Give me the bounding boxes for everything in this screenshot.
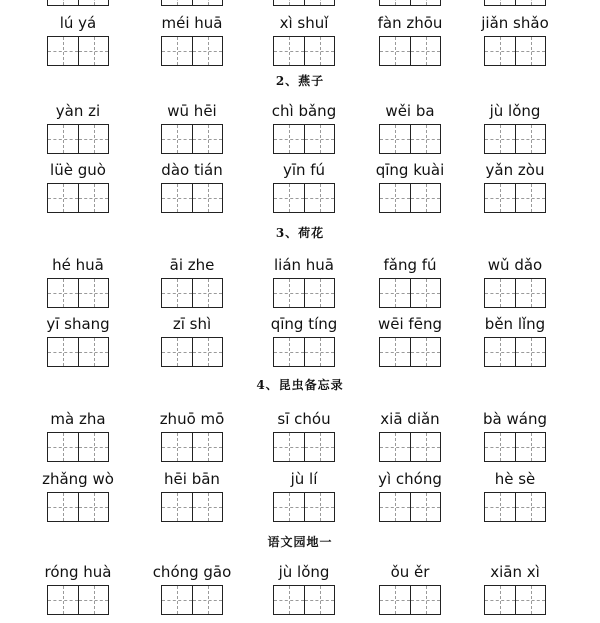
writing-boxes[interactable] (161, 492, 223, 522)
writing-boxes[interactable] (161, 183, 223, 213)
pinyin-text: fàn zhōu (377, 14, 443, 32)
word-row (0, 470, 600, 530)
writing-boxes[interactable] (484, 183, 546, 213)
pinyin-text: hēi bān (164, 470, 220, 488)
pinyin-text: chì bǎng (271, 102, 337, 120)
pinyin-text: wǔ dǎo (487, 256, 543, 274)
writing-boxes[interactable] (161, 432, 223, 462)
pinyin-text: méi huā (161, 14, 223, 32)
pinyin-text: wēi fēng (378, 315, 442, 333)
pinyin-text: yī shang (46, 315, 110, 333)
pinyin-text: hè sè (494, 470, 536, 488)
pinyin-text: xì shuǐ (279, 14, 329, 32)
writing-boxes[interactable] (379, 124, 441, 154)
writing-boxes[interactable] (273, 183, 335, 213)
pinyin-text: qīng tíng (270, 315, 338, 333)
writing-boxes[interactable] (484, 585, 546, 615)
writing-boxes[interactable] (47, 337, 109, 367)
writing-boxes[interactable] (379, 278, 441, 308)
writing-boxes[interactable] (47, 585, 109, 615)
pinyin-text: lú yá (59, 14, 97, 32)
word-row (0, 256, 600, 316)
writing-boxes[interactable] (379, 585, 441, 615)
writing-boxes[interactable] (379, 36, 441, 66)
writing-boxes[interactable] (379, 337, 441, 367)
pinyin-text: dào tián (161, 161, 223, 179)
pinyin-text: lüè guò (50, 161, 106, 179)
writing-boxes[interactable] (484, 432, 546, 462)
writing-boxes[interactable] (273, 278, 335, 308)
writing-boxes[interactable] (379, 432, 441, 462)
cutoff-boxes (244, 0, 364, 6)
writing-boxes[interactable] (47, 492, 109, 522)
word-row (0, 14, 600, 74)
writing-boxes[interactable] (161, 124, 223, 154)
writing-boxes[interactable] (484, 36, 546, 66)
section-heading: 语文园地一 (267, 535, 333, 549)
pinyin-text: róng huà (44, 563, 112, 581)
writing-boxes[interactable] (161, 585, 223, 615)
writing-boxes[interactable] (484, 492, 546, 522)
pinyin-text: āi zhe (169, 256, 215, 274)
pinyin-text: jiǎn shǎo (481, 14, 549, 32)
cutoff-boxes (18, 0, 138, 6)
pinyin-text: zhuō mō (159, 410, 225, 428)
writing-boxes[interactable] (47, 183, 109, 213)
writing-boxes[interactable] (161, 36, 223, 66)
writing-boxes[interactable] (161, 278, 223, 308)
pinyin-text: jù lǒng (278, 563, 330, 581)
section-heading: 4、昆虫备忘录 (256, 378, 344, 392)
word-row (0, 315, 600, 375)
pinyin-text: zī shì (172, 315, 212, 333)
pinyin-text: wū hēi (167, 102, 217, 120)
writing-boxes[interactable] (273, 432, 335, 462)
cutoff-boxes (350, 0, 470, 6)
section-heading: 2、燕子 (275, 74, 325, 88)
cutoff-boxes (132, 0, 252, 6)
writing-boxes[interactable] (47, 278, 109, 308)
writing-boxes[interactable] (379, 183, 441, 213)
writing-boxes[interactable] (273, 585, 335, 615)
pinyin-text: běn lǐng (484, 315, 546, 333)
writing-boxes[interactable] (484, 124, 546, 154)
writing-boxes[interactable] (47, 36, 109, 66)
writing-boxes[interactable] (484, 337, 546, 367)
writing-boxes[interactable] (161, 337, 223, 367)
pinyin-text: sī chóu (277, 410, 331, 428)
pinyin-text: jù lí (290, 470, 318, 488)
pinyin-text: chóng gāo (152, 563, 232, 581)
pinyin-text: bà wáng (483, 410, 547, 428)
pinyin-text: qīng kuài (375, 161, 445, 179)
section-heading: 3、荷花 (275, 226, 325, 240)
cutoff-boxes (455, 0, 575, 6)
pinyin-text: wěi ba (385, 102, 435, 120)
pinyin-text: fǎng fú (383, 256, 437, 274)
pinyin-text: hé huā (52, 256, 104, 274)
pinyin-text: lián huā (273, 256, 334, 274)
pinyin-text: jù lǒng (489, 102, 541, 120)
writing-boxes[interactable] (273, 36, 335, 66)
word-row (0, 410, 600, 470)
pinyin-text: yīn fú (282, 161, 326, 179)
pinyin-text: zhǎng wò (42, 470, 114, 488)
writing-boxes[interactable] (47, 432, 109, 462)
writing-boxes[interactable] (273, 337, 335, 367)
pinyin-text: yì chóng (378, 470, 442, 488)
writing-boxes[interactable] (484, 278, 546, 308)
pinyin-text: ǒu ěr (390, 563, 430, 581)
writing-boxes[interactable] (273, 492, 335, 522)
pinyin-text: yàn zi (55, 102, 101, 120)
word-row (0, 161, 600, 221)
pinyin-text: xiān xì (490, 563, 540, 581)
writing-boxes[interactable] (273, 124, 335, 154)
word-row (0, 102, 600, 162)
pinyin-text: xiā diǎn (380, 410, 440, 428)
word-row (0, 563, 600, 623)
pinyin-text: yǎn zòu (485, 161, 545, 179)
writing-boxes[interactable] (47, 124, 109, 154)
pinyin-text: mà zha (50, 410, 106, 428)
writing-boxes[interactable] (379, 492, 441, 522)
